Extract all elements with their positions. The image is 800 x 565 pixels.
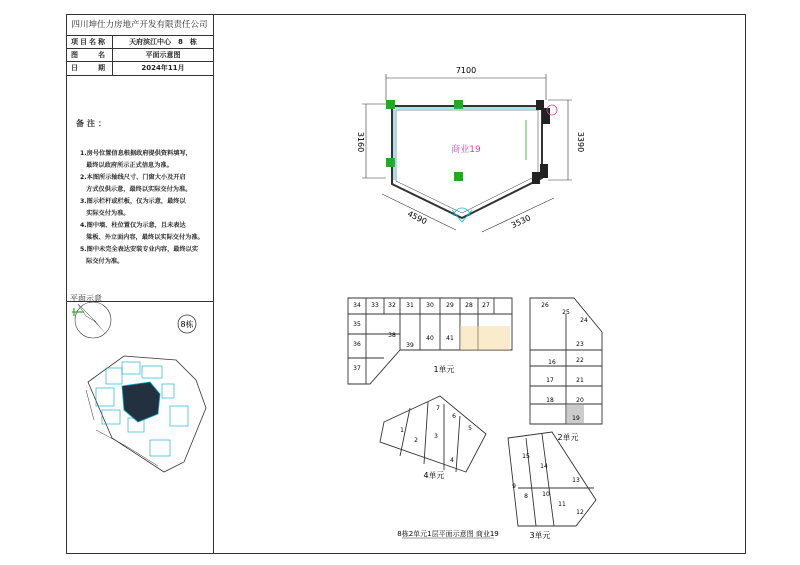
room-number: 9 xyxy=(512,483,516,490)
room-number: 21 xyxy=(576,377,584,384)
unit-name: 商业19 xyxy=(451,145,481,155)
room-number: 18 xyxy=(546,397,554,404)
note-line: 4.图中墙、柱位置仅为示意，且未表达 xyxy=(80,222,186,229)
note-line: 实际交付为准。 xyxy=(80,210,130,217)
room-number: 31 xyxy=(406,302,414,309)
unit1-label: 1单元 xyxy=(433,365,455,374)
room-number: 39 xyxy=(406,342,414,349)
drawing-label: 图 名 xyxy=(66,49,113,61)
room-number: 23 xyxy=(576,341,584,348)
room-number: 20 xyxy=(576,397,584,404)
room-number: 2 xyxy=(414,437,418,444)
room-number: 1 xyxy=(400,427,404,434)
room-number: 10 xyxy=(542,491,550,498)
structural-columns xyxy=(386,100,463,181)
room-number: 8 xyxy=(524,493,528,500)
room-number: 12 xyxy=(576,509,584,516)
site-plan-label: 平面示意 xyxy=(70,294,102,303)
note-line: 最终以政府所示正式信息为准。 xyxy=(80,162,173,169)
unit3-room-numbers xyxy=(512,453,584,516)
room-number: 6 xyxy=(452,413,456,420)
date-row xyxy=(66,62,213,76)
date-label: 日 期 xyxy=(66,62,113,75)
note-line: 2.本图所示轴线尺寸、门窗大小及开启 xyxy=(80,174,186,181)
room-number: 3 xyxy=(434,433,438,440)
dim-right: 3390 xyxy=(576,131,585,153)
north-arrow-icon xyxy=(72,302,111,338)
building-tag: 8栋 xyxy=(180,320,194,329)
note-line: 际交付为准。 xyxy=(80,258,124,265)
room-number: 29 xyxy=(446,302,454,309)
notes-section xyxy=(66,76,213,302)
room-number: 26 xyxy=(541,302,549,309)
room-number: 16 xyxy=(548,359,556,366)
drawing-row xyxy=(66,49,213,62)
room-number: 17 xyxy=(546,377,554,384)
project-label: 项目名称 xyxy=(66,36,113,48)
unit2-label: 2单元 xyxy=(557,433,579,442)
site-plan xyxy=(66,290,214,554)
date-value: 2024年11月 xyxy=(141,64,185,72)
unit1-highlight xyxy=(460,326,510,350)
doors-windows xyxy=(394,108,536,222)
notes-title: 备注： xyxy=(76,119,109,128)
room-number: 7 xyxy=(436,405,440,412)
room-number: 25 xyxy=(562,309,570,316)
company-name: 四川坤仕力房地产开发有限责任公司 xyxy=(66,14,213,36)
room-number: 32 xyxy=(388,302,396,309)
room-number: 28 xyxy=(465,302,473,309)
room-number: 11 xyxy=(558,501,566,508)
room-number: 30 xyxy=(426,302,434,309)
dim-left: 3160 xyxy=(356,131,365,153)
room-number: 36 xyxy=(353,341,361,348)
note-line: 3.图示栏杆或栏板，仅为示意，最终以 xyxy=(80,198,186,205)
room-number: 5 xyxy=(468,425,472,432)
room-number: 24 xyxy=(580,317,588,324)
unit-walls xyxy=(392,106,542,218)
room-number: 41 xyxy=(446,335,454,342)
building-8-highlight xyxy=(122,382,160,422)
room-number: 33 xyxy=(371,302,379,309)
floor-plan-caption: 8栋2单元1层平面示意图 商业19 xyxy=(397,530,499,538)
room-number: 34 xyxy=(353,302,361,309)
project-row xyxy=(66,36,213,49)
room-number: 40 xyxy=(426,335,434,342)
project-value: 天府滨江中心 8 栋 xyxy=(129,38,197,46)
room-number: 4 xyxy=(450,457,454,464)
drawing-value: 平面示意图 xyxy=(145,51,181,59)
unit4-label: 4单元 xyxy=(423,471,445,480)
note-line: 5.图中未完全表达安装专业内容，最终以实 xyxy=(80,246,199,253)
room-number: 19 xyxy=(572,415,580,422)
dim-bottom-left: 4590 xyxy=(405,209,429,227)
room-number: 35 xyxy=(353,321,361,328)
note-line: 1.房号位置信息根据政府提供资料填写， xyxy=(80,150,192,157)
note-line: 粱板、外立面内容，最终以实际交付为准。 xyxy=(80,234,204,241)
room-number: 38 xyxy=(388,332,396,339)
room-number: 13 xyxy=(572,477,580,484)
room-number: 15 xyxy=(522,453,530,460)
room-number: 22 xyxy=(576,357,584,364)
room-number: 14 xyxy=(540,463,548,470)
room-number: 37 xyxy=(353,365,361,372)
unit4-outline xyxy=(380,396,486,472)
note-line: 方式仅供示意，最终以实际交付为准。 xyxy=(80,186,192,193)
unit3-label: 3单元 xyxy=(529,531,551,540)
dim-bottom-right: 3530 xyxy=(509,213,533,231)
room-number: 27 xyxy=(482,302,490,309)
unit-plan xyxy=(330,60,590,260)
floor-plan xyxy=(340,292,610,547)
dim-top: 7100 xyxy=(455,66,477,75)
